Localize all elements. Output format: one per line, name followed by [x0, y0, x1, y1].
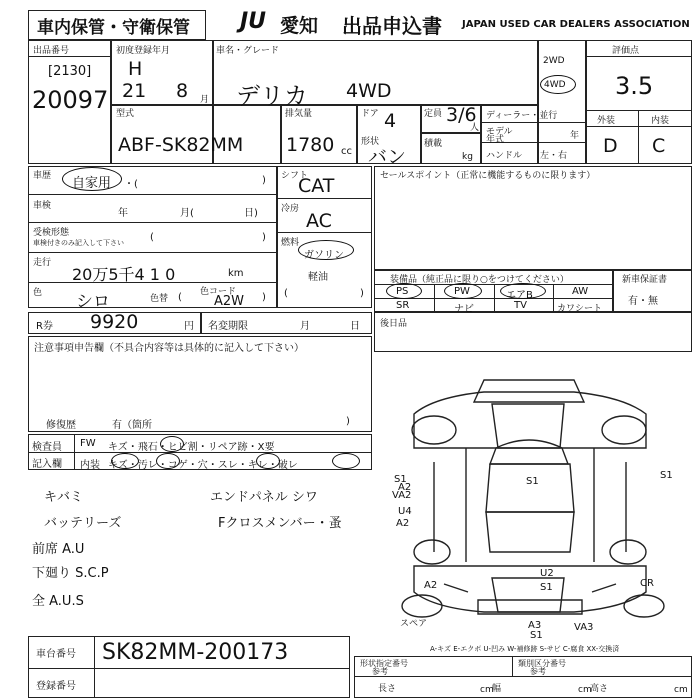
remark-front-seat: 前席 A.U	[32, 542, 85, 557]
drive-4wd: 4WD	[544, 80, 566, 90]
mileage-unit: km	[228, 268, 244, 279]
mark-left-s1: S1	[394, 474, 407, 485]
rating-score: 3.5	[615, 72, 654, 100]
equipment-pw-circle	[444, 283, 482, 299]
name-change-day: 日	[350, 321, 360, 332]
registration-label: 初度登録年月	[116, 46, 171, 56]
inspection-day-unit: 日)	[244, 208, 258, 219]
exterior-grade: D	[603, 135, 618, 157]
drive-4wd-circle	[540, 75, 576, 94]
category-specified-sub: 参考	[530, 667, 546, 676]
doors-value: 4	[384, 110, 397, 132]
inspector-row1: キズ・飛石・ヒビ割・リペア跡・X要	[108, 442, 275, 453]
registration-year: 21	[122, 80, 147, 102]
equipment-navi: ナビ	[454, 304, 474, 315]
inspection-year-unit: 年	[118, 208, 128, 219]
equipment-ps: PS	[396, 286, 409, 297]
remark-yellowing: キバミ	[44, 490, 84, 505]
mark-floor-s1: S1	[530, 630, 543, 641]
form-title: 出品申込書	[342, 14, 442, 38]
vehicle-use-value: 自家用	[72, 176, 112, 191]
inspector-row1-tag: FW	[80, 438, 96, 449]
scratch-circle	[111, 453, 139, 469]
remark-underbody: 下廻り S.C.P	[32, 566, 109, 581]
inspection-label: 車検	[33, 201, 52, 211]
mark-left-a2: A2	[398, 482, 412, 493]
damage-diagram	[374, 352, 692, 652]
aircon-label: 冷房	[281, 204, 300, 214]
handle-options: 左・右	[540, 151, 568, 161]
interior-label: 内装	[651, 116, 670, 126]
inspector-row2-tag: 内装	[80, 460, 100, 471]
displacement-label: 排気量	[285, 109, 313, 119]
association-name: JAPAN USED CAR DEALERS ASSOCIATION	[462, 19, 690, 30]
mark-left-va2: VA2	[392, 490, 412, 501]
prefecture: 愛知	[280, 15, 319, 37]
recycle-unit: 円	[184, 321, 194, 332]
capacity-unit: 人	[470, 123, 480, 133]
remark-all: 全 A.U.S	[32, 594, 84, 609]
mark-rear-u2: U2	[540, 568, 554, 579]
lot-label: 出品番号	[33, 46, 70, 56]
tear-circle	[332, 453, 360, 469]
height-unit: cm	[674, 685, 688, 695]
equipment-label: 装備品（純正品に限り○をつけてください）	[390, 275, 569, 285]
sales-point-box	[374, 166, 692, 270]
notes-label: 注意事項申告欄（不具合内容等は具体的に記入して下さい）	[34, 343, 304, 354]
body-shape-label: 形状	[361, 137, 380, 147]
year-unit: 年	[570, 131, 580, 141]
width-unit: cm	[578, 685, 592, 695]
acceptance-close: )	[262, 232, 266, 243]
displacement-value: 1780	[286, 134, 335, 156]
scuff-circle	[256, 453, 280, 469]
equipment-seat: カワシート	[557, 304, 603, 314]
registration-month-unit: 月	[200, 95, 210, 105]
inspector-row2: キズ・汚レ・コゲ・穴・スレ・キレ・破レ	[108, 460, 298, 471]
repaint-label: 色替	[150, 294, 169, 304]
vehicle-use-suffix: ・(	[124, 179, 138, 190]
acceptance-note: 車検付きのみ記入して下さい	[33, 239, 124, 247]
stain-circle	[156, 453, 180, 469]
reg-number-label: 登録番号	[36, 681, 76, 692]
inspection-month-unit: 月(	[180, 208, 194, 219]
vehicle-use-close: )	[262, 175, 266, 186]
length-label: 長さ	[378, 684, 397, 694]
mileage-label: 走行	[33, 258, 52, 268]
storage-title: 車内保管・守衛保管	[37, 18, 190, 38]
capacity-value: 3/6	[446, 104, 477, 126]
mark-bumper-a2: A2	[424, 580, 438, 591]
fuel-gasoline: ガソリン	[304, 250, 344, 261]
handle-label: ハンドル	[486, 151, 523, 161]
after-parts-box	[374, 312, 692, 352]
name-change-month: 月	[300, 321, 310, 332]
spare-label: スペア	[400, 619, 428, 629]
body-shape-value: バン	[368, 146, 407, 168]
equipment-aw: AW	[572, 286, 589, 297]
repair-value: 有（箇所	[112, 420, 152, 431]
width-label: 幅	[492, 684, 502, 694]
mark-floor-a3: A3	[528, 620, 542, 631]
inspector-label-1: 検査員	[32, 442, 62, 453]
capacity-label: 定員	[424, 109, 443, 119]
lot-number: 20097	[32, 86, 109, 114]
damage-legend: A-キズ E-エクボ U-凹み W-補修跡 S-サビ C-腐食 XX-交換済	[430, 645, 620, 653]
shift-label: シフト	[281, 171, 309, 181]
vehicle-use-circle	[62, 167, 122, 191]
exterior-label: 外装	[597, 116, 616, 126]
repaint-close: )	[262, 292, 266, 303]
car-name-label: 車名・グレード	[216, 46, 280, 56]
mark-right-s1: S1	[660, 470, 673, 481]
mark-rear-cr: CR	[640, 578, 654, 589]
fuel-label: 燃料	[281, 238, 300, 248]
recycle-label: R券	[36, 321, 53, 332]
fuel-diesel: 軽油	[308, 272, 328, 283]
doors-label: ドア	[361, 109, 379, 119]
category-specified-label: 類別区分番号	[518, 659, 566, 668]
equipment-ps-circle	[386, 283, 422, 299]
equipment-airbag-circle	[500, 283, 546, 299]
length-unit: cm	[480, 685, 494, 695]
color-code: A2W	[214, 294, 245, 309]
height-label: 高さ	[590, 684, 609, 694]
inspector-label-2: 記入欄	[32, 459, 62, 470]
load-label: 積載	[424, 139, 443, 149]
repair-close: )	[346, 416, 350, 427]
aircon-value: AC	[306, 210, 332, 232]
chip-circle	[160, 436, 184, 452]
form-specified-sub: 参考	[372, 667, 388, 676]
color-value: シロ	[76, 292, 110, 312]
chassis-label: 車台番号	[36, 649, 76, 660]
color-label: 色	[33, 288, 43, 298]
form-specified-label: 形状指定番号	[360, 659, 408, 668]
after-parts-label: 後日品	[380, 319, 408, 329]
name-change-label: 名変期限	[208, 321, 248, 332]
displacement-unit: cc	[341, 146, 352, 157]
mileage-value: 20万5千4 1 0	[72, 265, 176, 284]
mark-left-a2b: A2	[396, 518, 410, 529]
remark-end-panel: エンドパネル シワ	[210, 490, 318, 505]
shift-value: CAT	[298, 175, 335, 197]
fuel-gasoline-circle	[298, 240, 354, 260]
recycle-amount: 9920	[90, 311, 139, 333]
model-label: 型式	[116, 109, 135, 119]
dealer-label: ディーラー・並行	[486, 111, 558, 121]
car-drive: 4WD	[346, 80, 392, 102]
sales-point-label: セールスポイント（正常に機能するものに限ります）	[380, 171, 596, 181]
lot-bracket-number: [2130]	[48, 64, 92, 79]
equipment-airbag: エアB	[506, 290, 533, 301]
color-code-label: 色コード	[200, 287, 237, 297]
acceptance-label: 受検形態	[33, 228, 70, 238]
model-year-label: モデル	[486, 127, 513, 137]
rating-label: 評価点	[612, 46, 640, 56]
repaint-open: (	[178, 292, 182, 303]
vehicle-use-label: 車歴	[33, 171, 52, 181]
mark-roof-s1: S1	[526, 476, 539, 487]
mark-left-u4: U4	[398, 506, 412, 517]
equipment-tv: TV	[514, 300, 527, 311]
car-name: デリカ	[236, 82, 308, 110]
repair-label: 修復歴	[46, 420, 76, 431]
registration-month: 8	[176, 80, 189, 102]
acceptance-open: (	[150, 232, 154, 243]
remark-crossmember: Fクロスメンバー・蚤	[218, 516, 342, 531]
drive-2wd: 2WD	[543, 56, 565, 66]
chassis-value: SK82MM-200173	[102, 640, 289, 665]
registration-era: H	[128, 58, 143, 80]
warranty-label: 新車保証書	[622, 275, 668, 285]
mark-rear-s1: S1	[540, 582, 553, 593]
fuel-open: (	[284, 288, 288, 299]
load-unit: kg	[462, 152, 473, 162]
year-label: 年式	[486, 135, 505, 145]
remark-battery: バッテリーズ	[44, 516, 122, 531]
interior-grade: C	[652, 135, 666, 157]
equipment-sr: SR	[396, 300, 410, 311]
warranty-value: 有・無	[628, 296, 658, 307]
mark-floor-va3: VA3	[574, 622, 594, 633]
fuel-close: )	[360, 288, 364, 299]
equipment-pw: PW	[454, 286, 470, 297]
ju-logo: JU	[240, 9, 267, 34]
model-value: ABF-SK82MM	[118, 134, 244, 156]
